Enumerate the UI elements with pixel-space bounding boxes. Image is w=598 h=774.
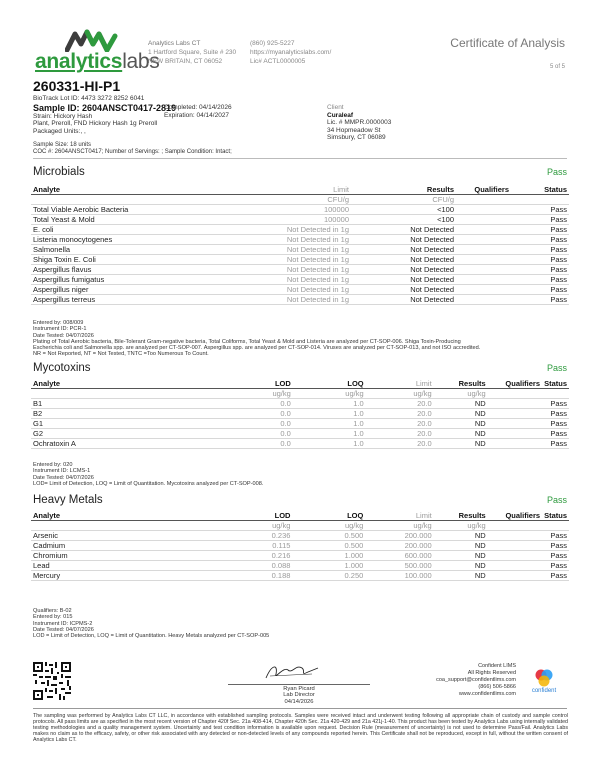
client-label: Client (327, 104, 344, 111)
table-row (31, 541, 569, 551)
document-title: Certificate of Analysis (450, 36, 565, 50)
client-address-2: Simsbury, CT 06089 (327, 134, 386, 141)
status-value: Pass (550, 205, 567, 214)
logo-prefix: analytics (35, 50, 123, 73)
limit-value: Not Detected in 1g (286, 265, 349, 274)
status-value: Pass (550, 285, 567, 294)
status-value: Pass (550, 409, 567, 418)
result-value: <100 (437, 205, 454, 214)
analyte-name: Total Viable Aerobic Bacteria (33, 205, 129, 214)
footer-divider (33, 708, 567, 709)
loq-value: 1.0 (353, 409, 364, 418)
logo-mark-icon (65, 28, 123, 52)
lims-rights: All Rights Reserved (467, 670, 516, 676)
col-loq: LOQ (292, 511, 365, 521)
client-name: Curaleaf (327, 111, 354, 119)
lod-value: 0.236 (271, 531, 291, 540)
limit-value: 100000 (323, 205, 349, 214)
analyte-name: Arsenic (33, 531, 59, 540)
lod-value: 0.0 (280, 429, 291, 438)
status-value: Pass (550, 225, 567, 234)
lab-address-2: NEW BRITAIN, CT 06052 (148, 58, 223, 65)
sample-code: 260331-HI-P1 (33, 78, 121, 94)
loq-value: 1.000 (344, 551, 364, 560)
limit-value: Not Detected in 1g (286, 255, 349, 264)
limit-value: 20.0 (417, 419, 432, 428)
col-qualifiers: Qualifiers (456, 185, 511, 195)
qualifier-value (488, 541, 542, 551)
loq-value: 1.000 (344, 561, 364, 570)
expiration-date: Expiration: 04/14/2027 (164, 111, 230, 119)
microbials-title: Microbials (33, 166, 85, 178)
limit-value: 20.0 (417, 409, 432, 418)
col-status: Status (542, 379, 569, 389)
limit-value: 20.0 (417, 439, 432, 448)
note-line: Qualifiers: B-02 (33, 608, 72, 614)
limit-value: 500.000 (404, 561, 432, 570)
mycotoxins-notes (33, 462, 573, 487)
status-value: Pass (550, 571, 567, 580)
loq-value: 1.0 (353, 429, 364, 438)
lims-email[interactable]: coa_support@confidentlims.com (436, 677, 516, 683)
result-value: ND (474, 399, 486, 408)
col-limit: Limit (366, 379, 434, 389)
limit-value: 600.000 (404, 551, 432, 560)
footer-disclaimer: The sampling was performed by Analytics Labs CT LLC, in accordance with established sampling protocols. Samples were received intact and underwent testing following all appropriate chain of custody and sample control protocols. All pass limits are as specified in the most recent version of Chapter 420f Sec. 21a 408-414, Chapter 420h Sec. 21a 420-429 and 21a 421j-1-40. This product has been tested by Analytics Labs using internally validated testing methodologies and a quality management system. Uncertainty and test condition information is available upon request. Decision Rule (measurement of uncertainty) is not used to determine Pass/Fail. Analytics Labs makes no claim as to the efficacy, safety, or other risk associated with any detected or non-detected levels of any compounds reported herein. This Certificate shall not be reproduced, except in full, without the written consent of Analytics Labs CT. (33, 713, 568, 743)
status-value: Pass (550, 245, 567, 254)
result-value: ND (474, 429, 486, 438)
result-value: ND (474, 551, 486, 560)
result-value: ND (474, 419, 486, 428)
col-limit: Limit (365, 511, 433, 521)
signature-date: 04/14/2026 (284, 698, 314, 705)
analyte-name: Total Yeast & Mold (33, 215, 95, 224)
note-line: Escherichia coli and Salmonella spp. are analyzed per CT-SOP-007. Aspergillus spp. are analyzed per CT-SOP-014. Viruses are analyzed per CT-SOP-013, and not ISO accredited. (33, 345, 481, 352)
qualifier-value (456, 235, 511, 245)
unit-cell: CFU/g (327, 195, 349, 204)
status-value: Pass (550, 235, 567, 244)
analyte-name: Cadmium (33, 541, 66, 550)
col-loq: LOQ (293, 379, 366, 389)
qualifier-value (488, 409, 542, 419)
client-address-1: 34 Hopmeadow St (327, 126, 381, 134)
page-number: 5 of 5 (549, 64, 565, 70)
qualifier-value (488, 551, 542, 561)
status-value: Pass (550, 215, 567, 224)
unit-cell (456, 195, 511, 205)
table-row (31, 295, 569, 305)
table-row (31, 571, 569, 581)
sample-id: Sample ID: 2604ANSCT0417-2819 (33, 102, 177, 113)
qualifier-value (456, 205, 511, 215)
unit-cell (511, 195, 569, 205)
qualifier-value (488, 561, 542, 571)
col-results: Results (434, 511, 488, 521)
result-value: ND (474, 409, 486, 418)
analyte-name: B2 (33, 409, 43, 418)
qualifier-value (456, 225, 511, 235)
limit-value: 20.0 (417, 399, 432, 408)
qualifier-value (456, 275, 511, 285)
unit-cell: ug/kg (467, 389, 486, 398)
table-row (31, 205, 569, 215)
logo-suffix: labs (122, 50, 160, 73)
status-value: Pass (550, 429, 567, 438)
result-value: Not Detected (410, 265, 454, 274)
analyte-name: Aspergillus terreus (33, 295, 96, 304)
note-line: Plating of Total Aerobic bacteria, Bile-Tolerant Gram-negative bacteria, Total Coliforms, Total Yeast & Mold and Listeria are analyzed per CT-SOP-006. Shiga Toxin-Producing (33, 338, 461, 345)
col-qualifiers: Qualifiers (488, 511, 542, 521)
table-row (31, 255, 569, 265)
signer-title: Lab Director (283, 692, 315, 699)
lod-value: 0.088 (271, 561, 291, 570)
table-row (31, 561, 569, 571)
signer-name: Ryan Picard (283, 686, 315, 692)
table-row (31, 215, 569, 225)
result-value: Not Detected (410, 235, 454, 244)
note-line: Date Tested: 04/07/2026 (33, 626, 94, 633)
col-analyte: Analyte (31, 185, 241, 195)
analyte-name: Aspergillus fumigatus (33, 275, 105, 284)
loq-value: 0.500 (344, 541, 364, 550)
table-row (31, 439, 569, 449)
unit-cell: ug/kg (413, 521, 432, 530)
analyte-name: Mercury (33, 571, 61, 580)
lab-license: Lic# ACTL0000005 (250, 58, 306, 65)
loq-value: 1.0 (353, 419, 364, 428)
unit-cell: CFU/g (432, 195, 454, 204)
qualifier-value (456, 245, 511, 255)
analyte-name: Salmonella (33, 245, 71, 254)
product-type: Plant, Preroll, FND Hickory Hash 1g Preroll (33, 120, 158, 127)
confident-logo-icon (534, 668, 554, 688)
col-results: Results (434, 379, 488, 389)
result-value: ND (474, 439, 486, 448)
loq-value: 1.0 (353, 439, 364, 448)
status-value: Pass (550, 551, 567, 560)
limit-value: Not Detected in 1g (286, 235, 349, 244)
loq-value: 0.500 (344, 531, 364, 540)
lod-value: 0.115 (272, 541, 291, 550)
lod-value: 0.0 (280, 419, 291, 428)
note-line: Date Tested: 04/07/2026 (33, 332, 94, 339)
qualifier-value (456, 255, 511, 265)
units-row (31, 389, 569, 399)
result-value: <100 (437, 215, 454, 224)
packaged-units: Packaged Units:, , (33, 127, 86, 135)
limit-value: 200.000 (404, 531, 432, 540)
analyte-name: Listeria monocytogenes (33, 235, 113, 244)
lod-value: 0.188 (271, 571, 291, 580)
unit-cell (31, 195, 241, 205)
mycotoxins-title: Mycotoxins (33, 362, 91, 374)
table-row (31, 409, 569, 419)
limit-value: 20.0 (417, 429, 432, 438)
col-analyte: Analyte (31, 511, 220, 521)
table-row (31, 245, 569, 255)
qualifier-value (488, 419, 542, 429)
note-line: LOD = Limit of Detection, LOQ = Limit of Quantitation. Heavy Metals analyzed per CT-SOP-005 (33, 633, 270, 640)
unit-cell: ug/kg (344, 521, 364, 530)
qualifier-value (456, 285, 511, 295)
note-line: LOD= Limit of Detection, LOQ = Limit of Quantitation. Mycotoxins analyzed per CT-SOP-008. (33, 480, 264, 487)
result-value: Not Detected (410, 255, 454, 264)
qr-code-icon (33, 662, 71, 700)
qualifier-value (488, 531, 542, 541)
heavy-metals-status: Pass (546, 495, 567, 505)
note-line: Instrument ID: LCMS-1 (33, 468, 91, 475)
table-row (31, 399, 569, 409)
unit-cell: ug/kg (413, 389, 432, 398)
status-value: Pass (550, 419, 567, 428)
mycotoxins-status: Pass (546, 363, 567, 373)
result-value: ND (474, 541, 486, 550)
lims-website[interactable]: www.confidentlims.com (458, 691, 516, 697)
qualifier-value (488, 439, 542, 449)
analyte-name: Aspergillus flavus (33, 265, 92, 274)
col-analyte: Analyte (31, 379, 220, 389)
lab-logo (35, 28, 160, 73)
col-status: Status (511, 185, 569, 195)
qualifier-value (456, 295, 511, 305)
loq-value: 1.0 (353, 399, 364, 408)
lab-website[interactable]: https://myanalyticslabs.com/ (250, 49, 332, 56)
limit-value: Not Detected in 1g (286, 285, 349, 294)
completed-date: Completed: 04/14/2026 (164, 104, 232, 111)
unit-cell (542, 521, 569, 531)
confident-logo (522, 668, 566, 700)
microbials-status: Pass (546, 167, 567, 177)
units-row (31, 195, 569, 205)
strain: Strain: Hickory Hash (33, 112, 93, 120)
coc-info: COC #: 2604ANSCT0417; Number of Servings: ; Sample Condition: Intact; (33, 149, 232, 155)
limit-value: Not Detected in 1g (286, 275, 349, 284)
analyte-name: Aspergillus niger (33, 285, 89, 294)
note-line: Date Tested: 04/07/2026 (33, 474, 94, 481)
biotrack-lot-id: BioTrack Lot ID: 4473 3272 8252 6041 (33, 95, 145, 102)
analyte-name: B1 (33, 399, 43, 408)
signature (262, 660, 322, 684)
result-value: ND (474, 561, 486, 570)
analyte-name: G1 (33, 419, 44, 428)
col-lod: LOD (220, 511, 293, 521)
qualifier-value (488, 399, 542, 409)
unit-cell (488, 521, 542, 531)
table-row (31, 265, 569, 275)
table-row (31, 275, 569, 285)
note-line: Instrument ID: ICPMS-2 (33, 620, 93, 627)
analyte-name: Chromium (33, 551, 68, 560)
result-value: Not Detected (410, 245, 454, 254)
limit-value: 100.000 (404, 571, 432, 580)
result-value: Not Detected (410, 275, 454, 284)
units-row (31, 521, 569, 531)
status-value: Pass (550, 531, 567, 540)
qualifier-value (488, 571, 542, 581)
result-value: Not Detected (410, 285, 454, 294)
status-value: Pass (550, 439, 567, 448)
heavy-metals-notes (33, 608, 573, 639)
col-limit: Limit (241, 185, 351, 195)
signature-line (228, 684, 370, 685)
col-status: Status (542, 511, 569, 521)
unit-cell (488, 389, 542, 399)
col-qualifiers: Qualifiers (488, 379, 542, 389)
unit-cell (31, 389, 220, 399)
table-row (31, 235, 569, 245)
status-value: Pass (550, 561, 567, 570)
qualifier-value (456, 265, 511, 275)
signature-icon (262, 660, 322, 684)
lab-name: Analytics Labs CT (148, 40, 201, 47)
note-line: NR = Not Reported, NT = Not Tested, TNTC =Too Numerous To Count. (33, 351, 209, 358)
microbials-notes (33, 320, 573, 358)
unit-cell: ug/kg (467, 521, 486, 530)
note-line: Entered by: 015 (33, 614, 73, 621)
table-row (31, 531, 569, 541)
loq-value: 0.250 (344, 571, 364, 580)
lab-address-1: 1 Hartford Square, Suite # 230 (148, 49, 237, 56)
analyte-name: G2 (33, 429, 44, 438)
col-lod: LOD (220, 379, 293, 389)
table-row (31, 551, 569, 561)
lab-phone: (860) 925-5227 (250, 40, 295, 47)
table-row (31, 429, 569, 439)
table-row (31, 419, 569, 429)
qualifier-value (488, 429, 542, 439)
status-value: Pass (550, 295, 567, 304)
unit-cell: ug/kg (345, 389, 364, 398)
status-value: Pass (550, 255, 567, 264)
lod-value: 0.0 (280, 439, 291, 448)
qualifier-value (456, 215, 511, 225)
limit-value: 200.000 (404, 541, 432, 550)
note-line: Instrument ID: PCR-1 (33, 326, 87, 333)
limit-value: 100000 (323, 215, 349, 224)
divider (33, 158, 567, 159)
table-row (31, 225, 569, 235)
note-line: Entered by: 008/009 (33, 320, 84, 326)
unit-cell: ug/kg (272, 521, 291, 530)
qr-code (33, 662, 71, 700)
lod-value: 0.0 (280, 409, 291, 418)
heavy-metals-table (31, 511, 569, 581)
sample-size: Sample Size: 18 units (33, 142, 92, 148)
result-value: Not Detected (410, 295, 454, 304)
status-value: Pass (550, 399, 567, 408)
unit-cell: ug/kg (272, 389, 291, 398)
unit-cell (542, 389, 569, 399)
limit-value: Not Detected in 1g (286, 225, 349, 234)
status-value: Pass (550, 265, 567, 274)
result-value: ND (474, 571, 486, 580)
lims-phone: (866) 506-5866 (478, 684, 516, 690)
result-value: Not Detected (410, 225, 454, 234)
analyte-name: Shiga Toxin E. Coli (33, 255, 96, 264)
result-value: ND (474, 531, 486, 540)
status-value: Pass (550, 275, 567, 284)
table-row (31, 285, 569, 295)
confident-brand: confident (531, 688, 557, 694)
mycotoxins-table (31, 379, 569, 449)
lod-value: 0.216 (271, 551, 291, 560)
col-results: Results (351, 185, 456, 195)
limit-value: Not Detected in 1g (286, 295, 349, 304)
analyte-name: E. coli (33, 225, 54, 234)
status-value: Pass (550, 541, 567, 550)
limit-value: Not Detected in 1g (286, 245, 349, 254)
microbials-table (31, 185, 569, 305)
note-line: Entered by: 020 (33, 462, 73, 468)
client-license: Lic. # MMPR.0000003 (327, 119, 392, 126)
unit-cell (31, 521, 220, 531)
heavy-metals-title: Heavy Metals (33, 494, 103, 506)
analyte-name: Ochratoxin A (33, 439, 76, 448)
lod-value: 0.0 (280, 399, 291, 408)
lims-name: Confident LIMS (478, 663, 516, 669)
analyte-name: Lead (33, 561, 50, 570)
